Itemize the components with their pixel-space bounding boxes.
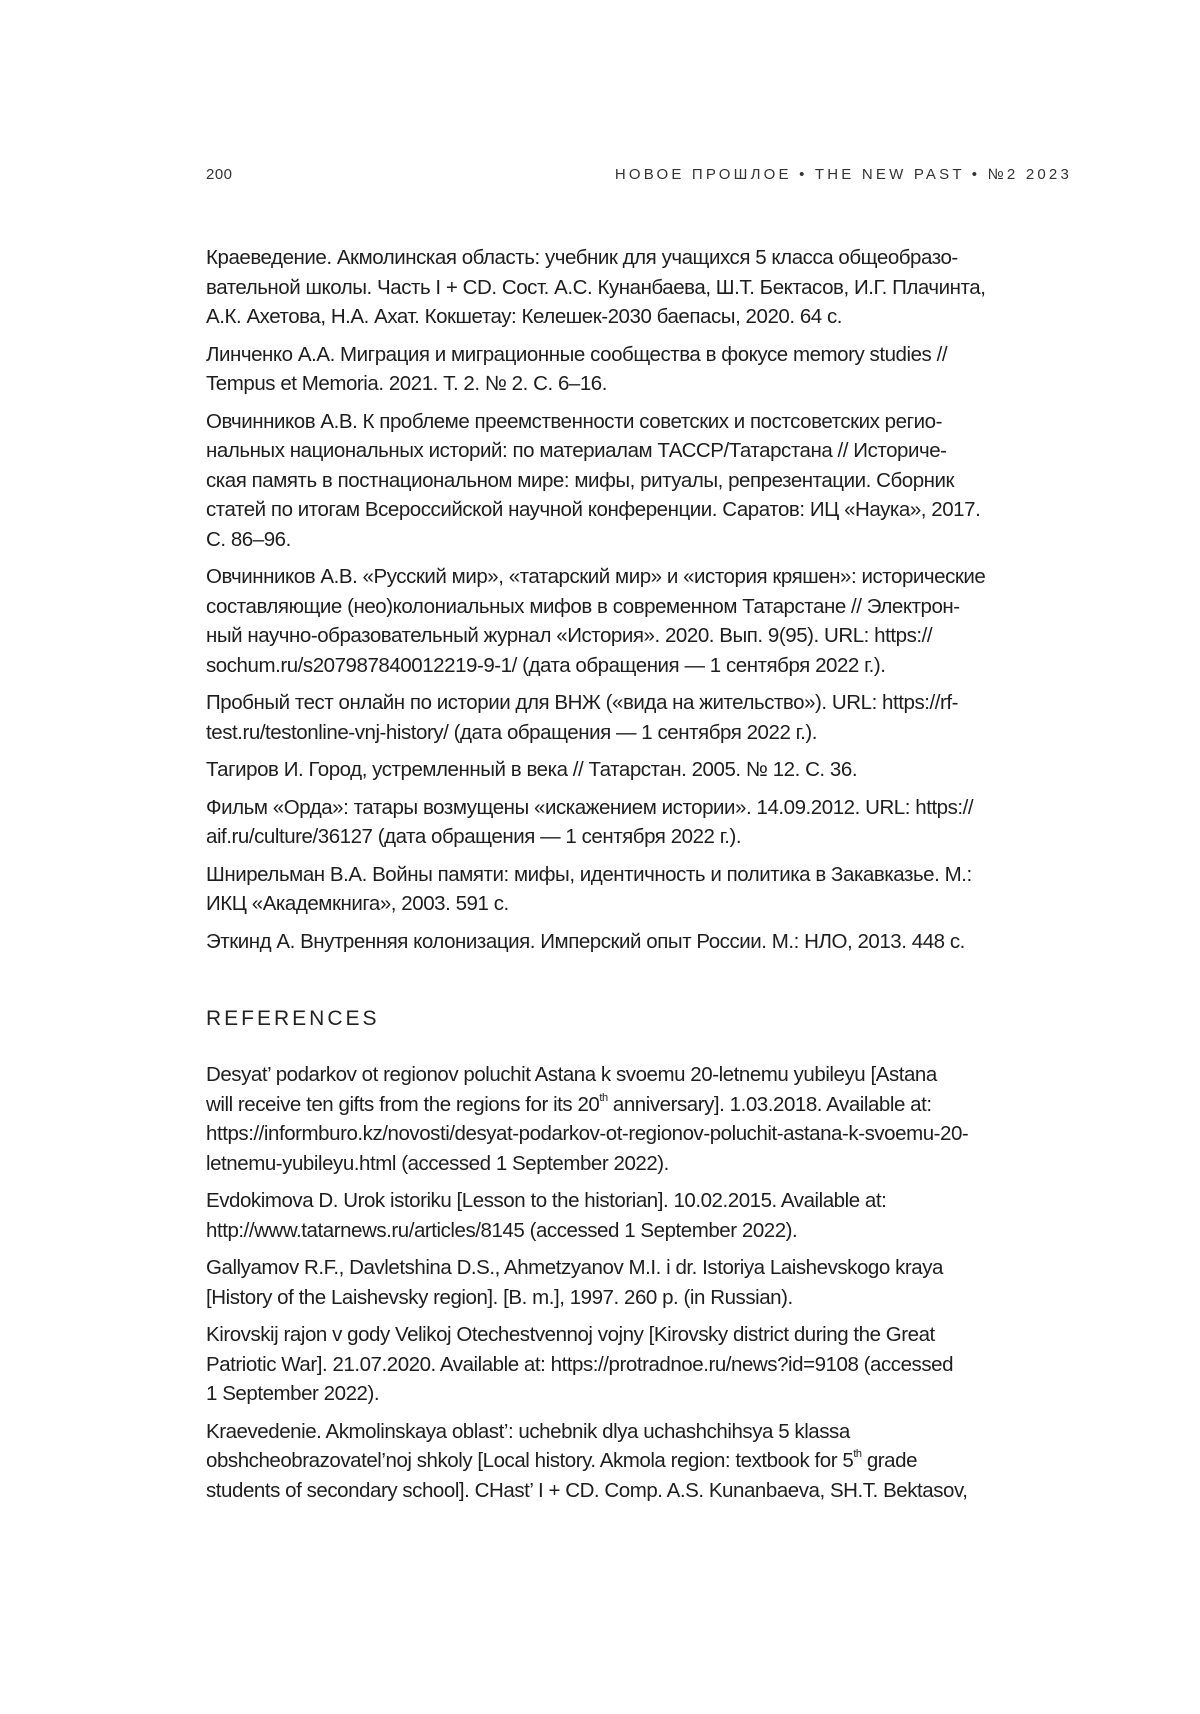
reference-line: А.К. Ахетова, Н.А. Ахат. Кокшетау: Келешек-2030 баепасы, 2020. 64 с.: [206, 305, 843, 328]
reference-line: Kraevedenie. Akmolinskaya oblast’: uchebnik dlya uchashchihsya 5 klassa: [206, 1419, 850, 1443]
superscript-ordinal: th: [853, 1448, 862, 1461]
reference-line: ИКЦ «Академкнига», 2003. 591 с.: [206, 892, 509, 915]
reference-line: sochum.ru/s207987840012219-9-1/ (дата обращения — 1 сентября 2022 г.).: [206, 653, 886, 677]
reference-entry: [206, 1320, 1072, 1409]
reference-line: ская память в постнациональном мире: мифы, ритуалы, репрезентации. Сборник: [206, 468, 955, 492]
reference-line: 1 September 2022).: [206, 1382, 380, 1405]
reference-entry: [206, 927, 1072, 957]
reference-line: Tempus et Memoria. 2021. Т. 2. № 2. С. 6–16.: [206, 372, 608, 395]
reference-entry: [206, 340, 1072, 399]
reference-text: obshcheobrazovatel’noj shkoly [Local history. Akmola region: textbook for 5: [206, 1449, 854, 1472]
reference-line: статей по итогам Всероссийской научной конференции. Саратов: ИЦ «Наука», 2017.: [206, 498, 981, 521]
reference-line: letnemu-yubileyu.html (accessed 1 September 2022).: [206, 1151, 669, 1175]
running-header: [206, 166, 1072, 190]
reference-line: составляющие (нео)колониальных мифов в современном Татарстане // Электрон-: [206, 594, 960, 618]
reference-line: С. 86–96.: [206, 527, 291, 551]
reference-line: Kirovskij rajon v gody Velikoj Otechestvennoj vojny [Kirovsky district during the Great: [206, 1323, 935, 1346]
superscript-ordinal: th: [599, 1091, 608, 1104]
reference-entry: [206, 1417, 1072, 1506]
reference-line: http://www.tatarnews.ru/articles/8145 (accessed 1 September 2022).: [206, 1218, 798, 1242]
reference-entry: [206, 793, 1072, 852]
reference-text: grade: [861, 1449, 918, 1472]
reference-line: Gallyamov R.F., Davletshina D.S., Ahmetzyanov M.I. i dr. Istoriya Laishevskogo kraya: [206, 1256, 943, 1279]
reference-entry: [206, 1186, 1072, 1245]
journal-title: НОВОЕ ПРОШЛОЕ • THE NEW PAST • №2 2023: [614, 166, 1072, 183]
reference-text: will receive ten gifts from the regions for its 20: [206, 1092, 600, 1116]
reference-line: [206, 1446, 1072, 1476]
reference-line: вательной школы. Часть I + CD. Сост. А.С. Кунанбаева, Ш.Т. Бектасов, И.Г. Плачинта,: [206, 275, 986, 299]
reference-line: Краеведение. Акмолинская область: учебник для учащихся 5 класса общеобразо-: [206, 246, 958, 269]
reference-entry: [206, 1253, 1072, 1312]
reference-line: [History of the Laishevsky region]. [B. m.], 1997. 260 p. (in Russian).: [206, 1285, 793, 1309]
reference-line: нальных национальных историй: по материалам ТАССР/Татарстана // Историче-: [206, 439, 947, 462]
reference-line: Desyat’ podarkov ot regionov poluchit Astana k svoemu 20-letnemu yubileyu [Astana: [206, 1063, 937, 1086]
reference-entry: [206, 562, 1072, 680]
reference-line: Овчинников А.В. «Русский мир», «татарский мир» и «история кряшен»: исторические: [206, 565, 986, 588]
reference-line: https://informburo.kz/novosti/desyat-podarkov-ot-regionov-poluchit-astana-k-svoemu-20-: [206, 1122, 969, 1145]
reference-line: Evdokimova D. Urok istoriku [Lesson to the historian]. 10.02.2015. Available at:: [206, 1189, 887, 1212]
references-heading: REFERENCES: [206, 1007, 380, 1030]
page-number: 200: [206, 166, 233, 183]
reference-text: anniversary]. 1.03.2018. Available at:: [607, 1092, 932, 1116]
reference-entry: [206, 243, 1072, 332]
reference-line: Patriotic War]. 21.07.2020. Available at: https://protradnoe.ru/news?id=9108 (accessed: [206, 1352, 954, 1376]
reference-line: Пробный тест онлайн по истории для ВНЖ («вида на жительство»). URL: https://rf-: [206, 691, 958, 714]
reference-line: Линченко А.А. Миграция и миграционные сообщества в фокусе memory studies //: [206, 342, 948, 366]
reference-line: Фильм «Орда»: татары возмущены «искажением истории». 14.09.2012. URL: https://: [206, 795, 974, 819]
reference-entry: [206, 407, 1072, 555]
reference-line: aif.ru/culture/36127 (дата обращения — 1 сентября 2022 г.).: [206, 825, 742, 848]
reference-line: Овчинников А.В. К проблеме преемственности советских и постсоветских регио-: [206, 409, 942, 433]
reference-line: [206, 1090, 1072, 1120]
reference-line: Тагиров И. Город, устремленный в века // Татарстан. 2005. № 12. С. 36.: [206, 758, 858, 781]
reference-line: test.ru/testonline-vnj-history/ (дата обращения — 1 сентября 2022 г.).: [206, 720, 818, 744]
reference-entry: [206, 1060, 1072, 1178]
reference-entry: [206, 755, 1072, 785]
bibliography-list-english: [206, 1060, 1072, 1513]
reference-line: Шнирельман В.А. Войны памяти: мифы, идентичность и политика в Закавказье. М.:: [206, 862, 972, 886]
reference-line: Эткинд А. Внутренняя колонизация. Имперский опыт России. М.: НЛО, 2013. 448 с.: [206, 929, 965, 953]
reference-entry: [206, 860, 1072, 919]
reference-line: ный научно-образовательный журнал «История». 2020. Вып. 9(95). URL: https://: [206, 624, 933, 647]
reference-entry: [206, 688, 1072, 747]
bibliography-list-russian: [206, 243, 1072, 964]
reference-line: students of secondary school]. CHast’ I + CD. Comp. A.S. Kunanbaeva, SH.T. Bektasov,: [206, 1478, 968, 1502]
